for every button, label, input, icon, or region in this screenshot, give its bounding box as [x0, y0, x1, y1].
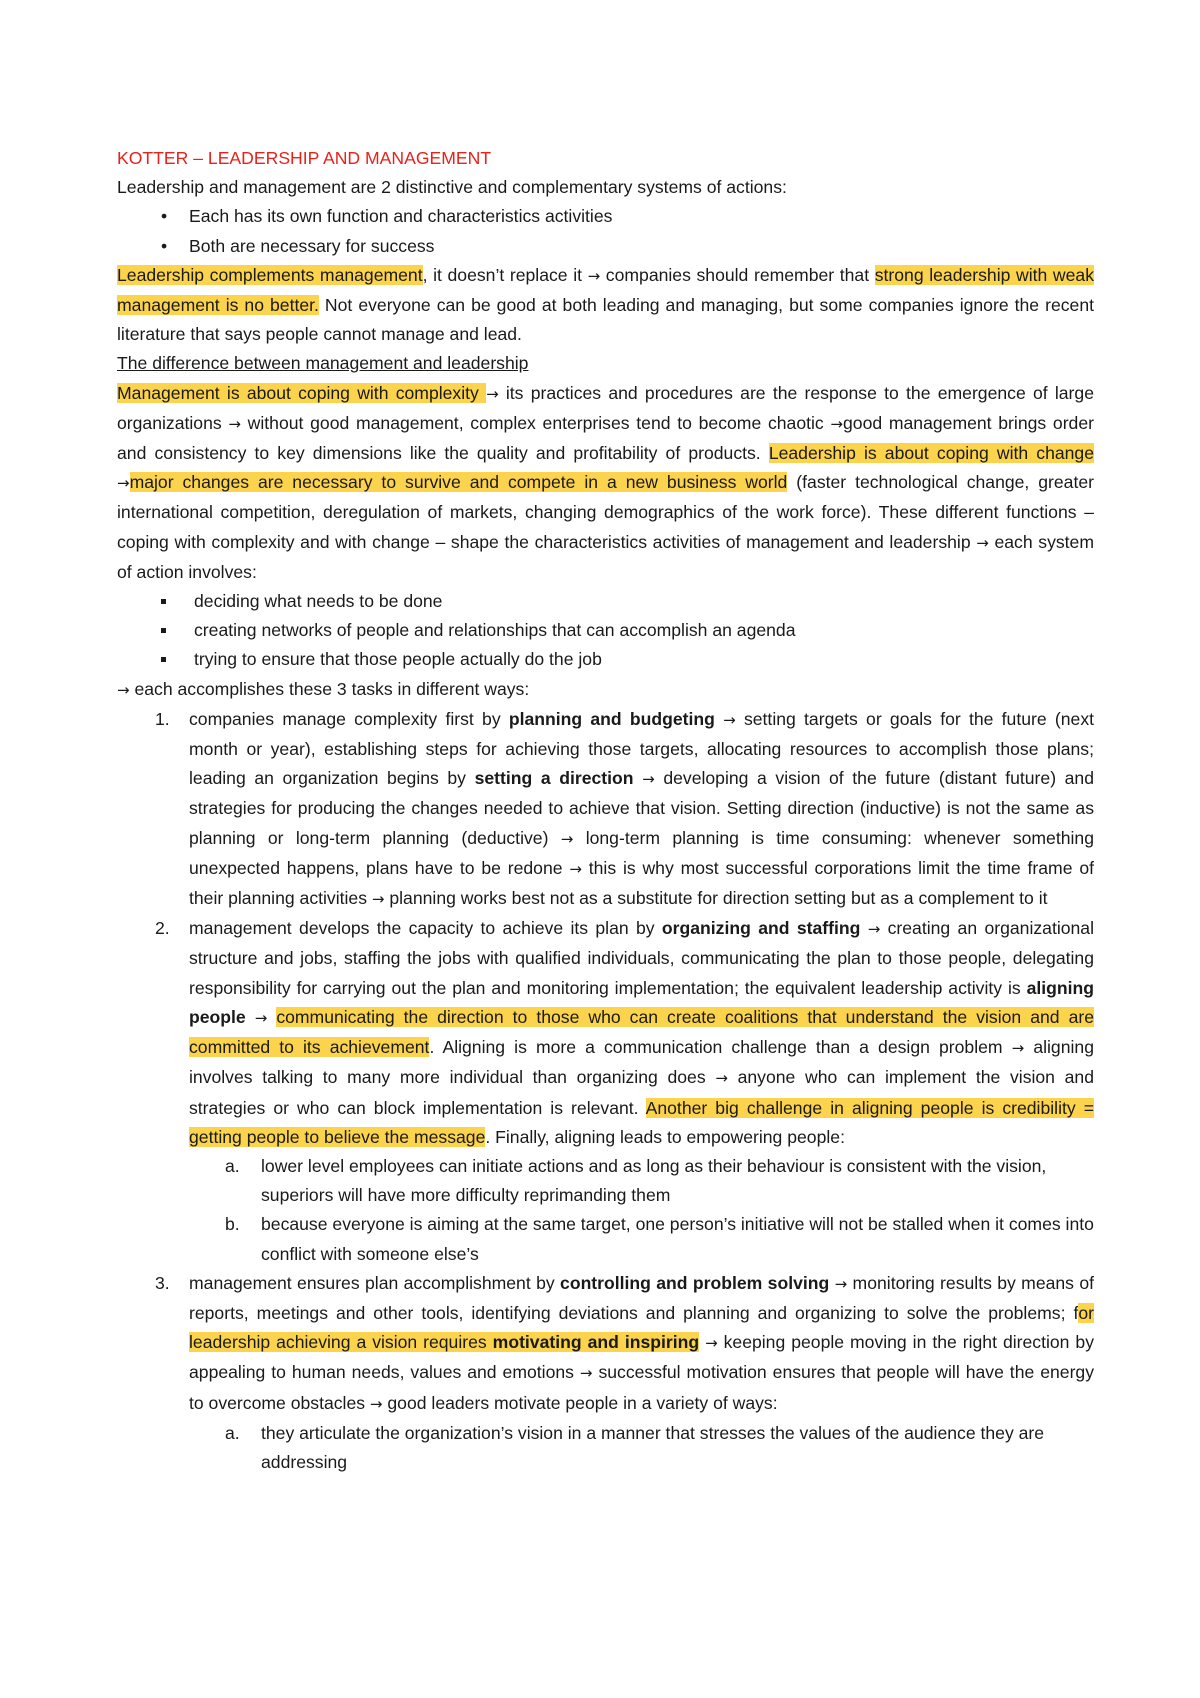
arrow-icon: →: [369, 1394, 383, 1413]
sub-list: [189, 1152, 1094, 1269]
arrow-icon: →: [579, 1364, 593, 1383]
sub-list: [189, 1419, 1094, 1477]
highlight-text: or leadership achieving a vision requires motivating and inspiring: [189, 1302, 1094, 1353]
list-marker: a.: [225, 1155, 240, 1176]
bullet-item: • Each has its own function and characteristics activities: [117, 202, 1094, 231]
arrow-icon: →: [254, 1008, 268, 1027]
arrow-icon: →: [560, 829, 574, 848]
arrow-icon: →: [1011, 1039, 1025, 1058]
numbered-item-3: 3. management ensures plan accomplishment by controlling and problem solving → monitoring results by means of reports, meetings and other tools, identifying deviations and planning and organizing to solve the problems; for leadership achieving a vision requires motivating and inspiring → keeping people moving in the right direction by appealing to human needs, values and emotions → successful motivation ensures that people will have the energy to overcome obstacles → good leaders motivate people in a variety of ways: a. they articulate the organization’s vision in a manner that stresses the values of the audience they are addressing: [117, 1269, 1094, 1477]
task-item: deciding what needs to be done: [117, 587, 1094, 616]
paragraph-complements: Leadership complements management, it doesn’t replace it → companies should remember that strong leadership with weak management is no better. Not everyone can be good at both leading and managing, but some companies ignore the recent literature that says people cannot manage and lead.: [117, 264, 1095, 345]
list-marker: 1.: [155, 708, 170, 729]
arrow-icon: →: [228, 414, 241, 433]
highlight-text: major changes are necessary to survive and compete in a new business world: [129, 472, 788, 493]
highlight-text: communicating the direction to those who can create coalitions that understand the vision and are committed to its achievement: [189, 1006, 1094, 1058]
task-item: trying to ensure that those people actually do the job: [117, 645, 1094, 674]
highlight-text: Leadership is about coping with change: [768, 443, 1094, 464]
arrow-icon: →: [867, 920, 881, 939]
arrow-icon: →: [587, 266, 601, 285]
numbered-list: [117, 705, 1094, 1477]
list-marker: a.: [225, 1422, 240, 1443]
numbered-item-1: 1. companies manage complexity first by planning and budgeting → setting targets or goals for the future (next month or year), establishing steps for achieving those targets, allocating resources to accomplish those plans; leading an organization begins by setting a direction → developing a vision of the future (distant future) and strategies for producing the changes needed to achieve that vision. Setting direction (inductive) is not the same as planning or long-term planning (deductive) → long-term planning is time consuming: whenever something unexpected happens, plans have to be redone → this is why most successful corporations limit the time frame of their planning activities → planning works best not as a substitute for direction setting but as a complement to it: [117, 705, 1094, 914]
task-item: creating networks of people and relationships that can accomplish an agenda: [117, 616, 1094, 645]
arrow-icon: →: [723, 710, 736, 729]
list-marker: 3.: [155, 1272, 170, 1293]
tasks-lead: → each accomplishes these 3 tasks in different ways:: [117, 678, 530, 699]
list-marker: 2.: [155, 918, 170, 939]
highlight-text: Management is about coping with complexity: [117, 382, 487, 403]
highlight-text: strong leadership with weak management is no better.: [117, 264, 1095, 316]
sub-item: a. they articulate the organization’s vision in a manner that stresses the values of the audience they are addressing: [189, 1419, 1094, 1477]
intro-bullet-list: [117, 202, 1094, 260]
tasks-list: [117, 587, 1094, 675]
sub-item: b. because everyone is aiming at the same target, one person’s initiative will not be stalled when it comes into conflict with someone else’s: [189, 1210, 1094, 1268]
arrow-icon: →: [642, 770, 655, 789]
arrow-icon: →: [117, 474, 130, 493]
bullet-item: • Both are necessary for success: [117, 232, 1094, 261]
list-marker: b.: [225, 1214, 240, 1235]
arrow-icon: →: [371, 890, 385, 909]
paragraph-difference: Management is about coping with complexity → its practices and procedures are the response to the emergence of large organizations → without good management, complex enterprises tend to become chaotic →good management brings order and consistency to key dimensions like the quality and profitability of products. Leadership is about coping with change →major changes are necessary to survive and compete in a new business world (faster technological change, greater international competition, deregulation of markets, changing demographics of the work force). These different functions – coping with complexity and with change – shape the characteristics activities of management and leadership → each system of action involves:: [117, 382, 1094, 582]
section-subheading: The difference between management and leadership: [117, 353, 529, 374]
arrow-icon: →: [117, 680, 130, 699]
highlight-text: Leadership complements management: [117, 264, 423, 285]
arrow-icon: →: [486, 384, 499, 403]
arrow-icon: →: [830, 414, 843, 433]
numbered-item-2: 2. management develops the capacity to achieve its plan by organizing and staffing → creating an organizational structure and jobs, staffing the jobs with qualified individuals, communicating the plan to those people, delegating responsibility for carrying out the plan and monitoring implementation; the equivalent leadership activity is aligning people → communicating the direction to those who can create coalitions that understand the vision and are committed to its achievement. Aligning is more a communication challenge than a design problem → aligning involves talking to many more individual than organizing does → anyone who can implement the vision and strategies or who can block implementation is relevant. Another big challenge in aligning people is credibility = getting people to believe the message. Finally, aligning leads to empowering people: a. lower level employees can initiate actions and as long as their behaviour is consistent with the vision, superiors will have more difficulty reprimanding them b. because everyone is aiming at the same target, one person’s initiative will not be stalled when it comes into conflict with someone else’s: [117, 914, 1094, 1268]
highlight-text: Another big challenge in aligning people is credibility = getting people to believe the message: [189, 1097, 1094, 1147]
arrow-icon: →: [976, 533, 989, 552]
intro-paragraph: Leadership and management are 2 distinctive and complementary systems of actions:: [117, 177, 787, 198]
arrow-icon: →: [834, 1274, 848, 1293]
sub-item: a. lower level employees can initiate actions and as long as their behaviour is consistent with the vision, superiors will have more difficulty reprimanding them: [189, 1152, 1094, 1210]
arrow-icon: →: [715, 1069, 728, 1088]
arrow-icon: →: [705, 1334, 718, 1353]
document-title: KOTTER – LEADERSHIP AND MANAGEMENT: [117, 148, 492, 168]
arrow-icon: →: [569, 859, 582, 878]
